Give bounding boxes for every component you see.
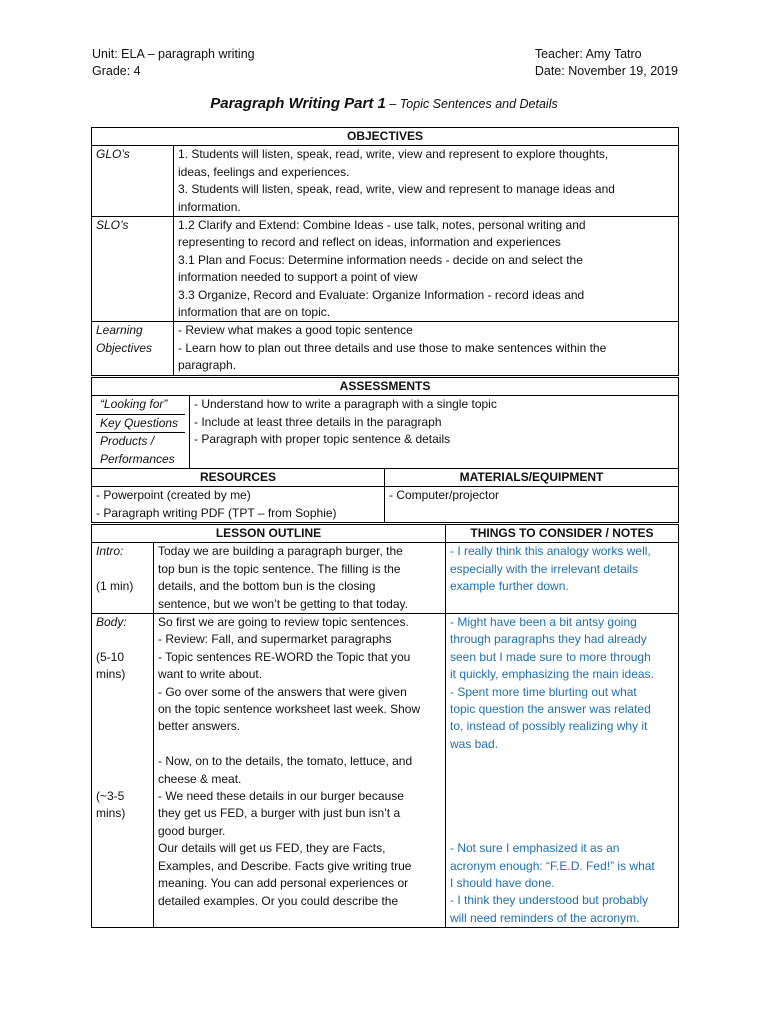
assessment-item: - Understand how to write a paragraph with a single topic xyxy=(194,397,497,412)
body-time: mins) xyxy=(96,667,126,682)
body-line: want to write about. xyxy=(158,667,263,682)
date-label: Date: November 19, 2019 xyxy=(534,64,678,78)
intro-line: sentence, but we won’t be getting to that today. xyxy=(158,596,408,611)
note-line: to, instead of possibly realizing why it xyxy=(450,719,648,734)
title-sub: – Topic Sentences and Details xyxy=(385,97,558,111)
resource-item: - Powerpoint (created by me) xyxy=(96,488,251,503)
learning-objectives-row xyxy=(92,322,679,375)
intro-text xyxy=(154,543,446,614)
note-line: - Spent more time blurting out what xyxy=(450,684,637,699)
lesson-table xyxy=(91,524,679,928)
note-line: I should have done. xyxy=(450,876,555,891)
page-title xyxy=(0,95,768,113)
body-notes xyxy=(446,614,679,928)
body-time: (~3-5 xyxy=(96,788,125,803)
intro-line: details, and the bottom bun is the closing xyxy=(158,579,376,594)
slo-row xyxy=(92,217,679,322)
glo-line: ideas, feelings and experiences. xyxy=(178,164,350,179)
looking-for-label: “Looking for” xyxy=(96,396,185,414)
body-time: (5-10 xyxy=(96,649,125,664)
body-line: - Now, on to the details, the tomato, lettuce, and xyxy=(158,754,413,769)
note-line: especially with the irrelevant details xyxy=(450,561,639,576)
lo-label-line: Learning xyxy=(96,323,143,338)
material-item: - Computer/projector xyxy=(389,488,500,503)
intro-label: Intro: xyxy=(96,544,124,559)
note-line: will need reminders of the acronym. xyxy=(450,910,640,925)
body-line: Examples, and Describe. Facts give writing true xyxy=(158,858,412,873)
slo-line: representing to record and reflect on ideas, information and experiences xyxy=(178,235,561,250)
body-line: they get us FED, a burger with just bun isn’t a xyxy=(158,806,401,821)
intro-label-cell xyxy=(92,543,154,614)
objectives-heading: OBJECTIVES xyxy=(92,128,679,146)
body-line: So first we are going to review topic sentences. xyxy=(158,615,409,630)
glo-label: GLO’s xyxy=(92,146,174,217)
materials-heading: MATERIALS/EQUIPMENT xyxy=(385,469,679,487)
lo-line: - Learn how to plan out three details and use those to make sentences within the xyxy=(178,340,607,355)
glo-row xyxy=(92,146,679,217)
note-line: seen but I made sure to more through xyxy=(450,649,651,664)
glo-line: information. xyxy=(178,199,241,214)
note-line: - I really think this analogy works well, xyxy=(450,544,651,559)
glo-line: 1. Students will listen, speak, read, write, view and represent to explore thoughts, xyxy=(178,147,609,162)
body-line: detailed examples. Or you could describe the xyxy=(158,893,399,908)
note-line: through paragraphs they had already xyxy=(450,632,647,647)
resources-row xyxy=(92,487,679,523)
resource-item: - Paragraph writing PDF (TPT – from Sophie) xyxy=(96,505,337,520)
note-line: was bad. xyxy=(450,736,499,751)
body-line: good burger. xyxy=(158,823,226,838)
slo-line: 3.3 Organize, Record and Evaluate: Organize Information - record ideas and xyxy=(178,287,585,302)
note-line: - Might have been a bit antsy going xyxy=(450,615,637,630)
assessments-table xyxy=(91,377,679,469)
assessment-item: - Paragraph with proper topic sentence & details xyxy=(194,432,451,447)
intro-row xyxy=(92,543,679,614)
grade-label: Grade: 4 xyxy=(92,64,141,78)
slo-line: information that are on topic. xyxy=(178,305,331,320)
header-left xyxy=(92,46,255,80)
teacher-label: Teacher: Amy Tatro xyxy=(534,47,642,61)
note-line: - Not sure I emphasized it as an xyxy=(450,841,620,856)
assessment-item: - Include at least three details in the paragraph xyxy=(194,414,442,429)
products-label: Products / xyxy=(100,434,155,449)
note-line: - I think they understood but probably xyxy=(450,893,649,908)
lesson-outline-heading: LESSON OUTLINE xyxy=(92,525,446,543)
learning-objectives-label xyxy=(92,322,174,375)
slo-line: information needed to support a point of view xyxy=(178,270,418,285)
intro-time: (1 min) xyxy=(96,579,134,594)
intro-line: Today we are building a paragraph burger, the xyxy=(158,544,403,559)
note-line: topic question the answer was related xyxy=(450,702,651,717)
assessments-row xyxy=(92,396,679,469)
performances-label: Performances xyxy=(100,451,175,466)
body-time: mins) xyxy=(96,806,126,821)
slo-line: 3.1 Plan and Focus: Determine information needs - decide on and select the xyxy=(178,252,583,267)
title-main: Paragraph Writing Part 1 xyxy=(210,95,386,112)
assessments-labels xyxy=(92,396,190,469)
body-line: better answers. xyxy=(158,719,241,734)
learning-objectives-text xyxy=(174,322,679,375)
assessments-text xyxy=(190,396,679,469)
resources-text xyxy=(92,487,385,523)
lo-line: - Review what makes a good topic sentence xyxy=(178,323,413,338)
objectives-table xyxy=(91,127,679,376)
body-line: on the topic sentence worksheet last week. Show xyxy=(158,702,421,717)
body-text xyxy=(154,614,446,928)
intro-notes xyxy=(446,543,679,614)
lo-label-line: Objectives xyxy=(96,340,153,355)
intro-line: top bun is the topic sentence. The filling is the xyxy=(158,561,401,576)
body-row xyxy=(92,614,679,928)
slo-label: SLO’s xyxy=(92,217,174,322)
glo-line: 3. Students will listen, speak, read, write, view and represent to manage ideas and xyxy=(178,182,615,197)
body-line: - We need these details in our burger because xyxy=(158,789,404,804)
body-label: Body: xyxy=(96,615,127,630)
lo-line: paragraph. xyxy=(178,358,237,373)
body-line: - Go over some of the answers that were given xyxy=(158,684,407,699)
resources-table xyxy=(91,468,679,523)
glo-text xyxy=(174,146,679,217)
slo-line: 1.2 Clarify and Extend: Combine Ideas - use talk, notes, personal writing and xyxy=(178,218,586,233)
slo-text xyxy=(174,217,679,322)
notes-heading: THINGS TO CONSIDER / NOTES xyxy=(446,525,679,543)
body-line: cheese & meat. xyxy=(158,771,242,786)
note-line: example further down. xyxy=(450,579,569,594)
materials-text xyxy=(385,487,679,523)
body-line: meaning. You can add personal experiences or xyxy=(158,876,409,891)
header-right xyxy=(535,46,678,80)
body-line: - Review: Fall, and supermarket paragraphs xyxy=(158,632,392,647)
body-label-cell xyxy=(92,614,154,928)
body-line: - Topic sentences RE-WORD the Topic that you xyxy=(158,649,411,664)
note-line: it quickly, emphasizing the main ideas. xyxy=(450,667,654,682)
assessments-heading: ASSESSMENTS xyxy=(92,378,679,396)
key-questions-label: Key Questions xyxy=(96,415,185,433)
resources-heading: RESOURCES xyxy=(92,469,385,487)
note-line: acronym enough: “F.E.D. Fed!” is what xyxy=(450,858,655,873)
body-line: Our details will get us FED, they are Facts, xyxy=(158,841,386,856)
unit-label: Unit: ELA – paragraph writing xyxy=(92,47,255,61)
